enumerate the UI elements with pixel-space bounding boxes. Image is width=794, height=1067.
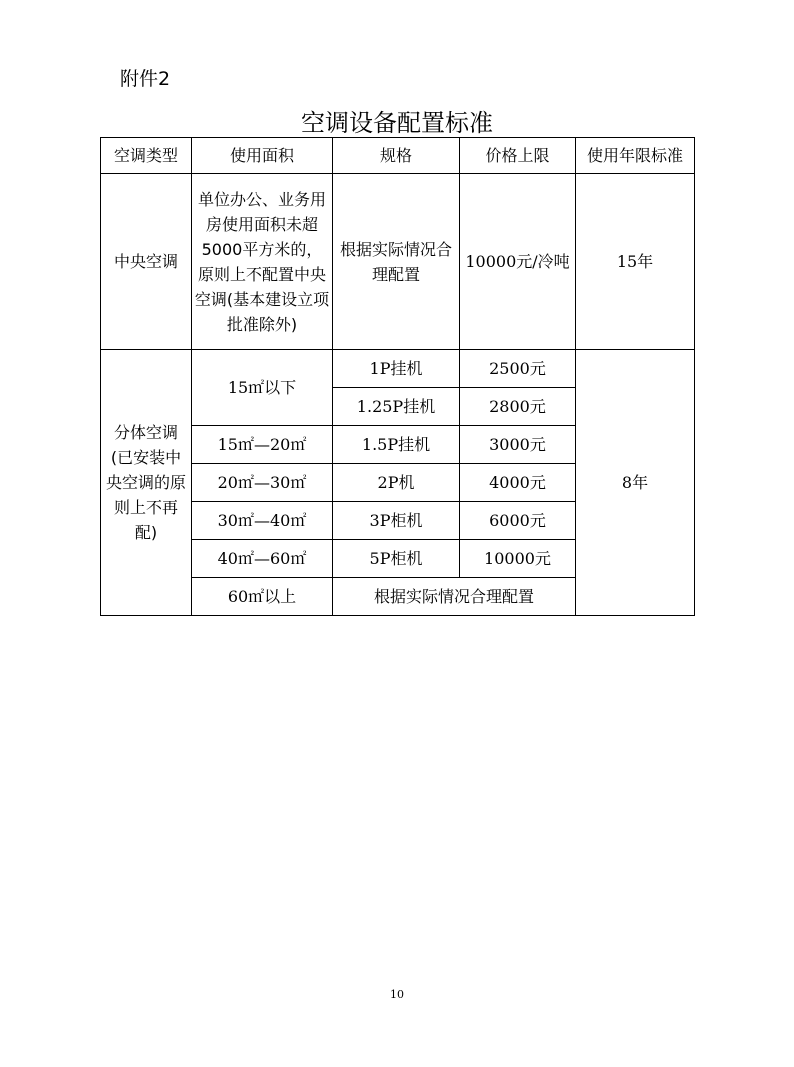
- split-area-cell: 15㎡—20㎡: [192, 426, 333, 464]
- central-area-cell: 单位办公、业务用房使用面积未超5000平方米的，原则上不配置中央空调(基本建设立项批准除外): [192, 174, 333, 350]
- central-type-cell: 中央空调: [101, 174, 192, 350]
- split-spec-cell: 1P挂机: [333, 350, 460, 388]
- central-spec-cell: 根据实际情况合理配置: [333, 174, 460, 350]
- split-spec-cell: 2P机: [333, 464, 460, 502]
- table-row: [101, 350, 695, 388]
- attachment-label: 附件2: [120, 68, 171, 90]
- split-area-cell: 30㎡—40㎡: [192, 502, 333, 540]
- ac-standard-table: [100, 137, 695, 616]
- split-area-cell: 60㎡以上: [192, 578, 333, 616]
- header-cell-type: 空调类型: [101, 138, 192, 174]
- split-area-cell: 15㎡以下: [192, 350, 333, 426]
- page-number: 10: [390, 988, 404, 1001]
- split-price-cell: 10000元: [460, 540, 576, 578]
- central-price-cell: 10000元/冷吨: [460, 174, 576, 350]
- header-cell-area: 使用面积: [192, 138, 333, 174]
- split-spec-cell: 3P柜机: [333, 502, 460, 540]
- split-price-cell: 3000元: [460, 426, 576, 464]
- split-price-cell: 2500元: [460, 350, 576, 388]
- central-years-cell: 15年: [576, 174, 695, 350]
- split-area-cell: 40㎡—60㎡: [192, 540, 333, 578]
- split-price-cell: 2800元: [460, 388, 576, 426]
- split-spec-cell: 1.5P挂机: [333, 426, 460, 464]
- split-spec-cell: 1.25P挂机: [333, 388, 460, 426]
- table-header-row: [101, 138, 695, 174]
- header-cell-years: 使用年限标准: [576, 138, 695, 174]
- split-price-cell: 4000元: [460, 464, 576, 502]
- split-type-cell: 分体空调(已安装中央空调的原则上不再配): [101, 350, 192, 616]
- split-years-cell: 8年: [576, 350, 695, 616]
- table-row-central: [101, 174, 695, 350]
- split-spec-cell: 5P柜机: [333, 540, 460, 578]
- split-area-cell: 20㎡—30㎡: [192, 464, 333, 502]
- header-cell-price: 价格上限: [460, 138, 576, 174]
- split-note-cell: 根据实际情况合理配置: [333, 578, 576, 616]
- document-title: 空调设备配置标准: [301, 109, 493, 137]
- header-cell-spec: 规格: [333, 138, 460, 174]
- split-price-cell: 6000元: [460, 502, 576, 540]
